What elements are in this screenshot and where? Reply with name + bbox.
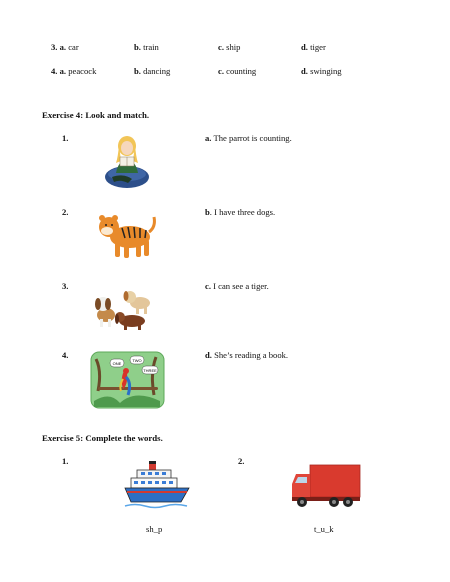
ex4-sentence-c xyxy=(205,281,269,291)
option-text: peacock xyxy=(68,66,97,76)
option-letter: b. xyxy=(134,66,141,76)
option-b xyxy=(134,66,170,76)
ex4-sentence-a xyxy=(205,133,292,143)
exercise-5-title: Exercise 5: Complete the words. xyxy=(42,433,163,443)
option-letter: d. xyxy=(301,42,308,52)
ex5-item-number: 1. xyxy=(62,456,69,466)
option-c xyxy=(218,42,240,52)
sentence-text: I can see a tiger. xyxy=(213,281,269,291)
option-text: ship xyxy=(226,42,241,52)
ex4-item-number: 2. xyxy=(62,207,69,217)
sentence-letter: c. xyxy=(205,281,211,291)
sentence-letter: a. xyxy=(205,133,212,143)
sentence-letter: b xyxy=(205,207,210,217)
ship-image xyxy=(123,458,191,510)
sentence-text: . I have three dogs. xyxy=(209,207,276,217)
tiger-image xyxy=(94,207,156,263)
ex4-item-number: 1. xyxy=(62,133,69,143)
parrot-counting-image xyxy=(90,351,165,409)
sentence-text: She’s reading a book. xyxy=(214,350,289,360)
bubble-three: THREE xyxy=(143,368,157,373)
option-text: car xyxy=(68,42,79,52)
option-letter: c. xyxy=(218,66,224,76)
option-c xyxy=(218,66,256,76)
ex4-item-number: 4. xyxy=(62,350,69,360)
option-letter: a. xyxy=(59,42,67,52)
question-number: 3. xyxy=(51,42,58,52)
option-letter: b. xyxy=(134,42,141,52)
option-text: swinging xyxy=(310,66,342,76)
option-b xyxy=(134,42,159,52)
truck-image xyxy=(290,462,362,510)
option-letter: a. xyxy=(59,66,67,76)
option-text: tiger xyxy=(310,42,326,52)
ex4-sentence-b xyxy=(205,207,275,217)
option-text: dancing xyxy=(143,66,171,76)
sentence-letter: d. xyxy=(205,350,212,360)
option-letter: d. xyxy=(301,66,308,76)
word-blank-truck: t_u_k xyxy=(314,524,334,534)
ex4-sentence-d xyxy=(205,350,288,360)
bubble-two: TWO xyxy=(132,358,142,363)
option-text: train xyxy=(143,42,159,52)
bubble-one: ONE xyxy=(112,361,122,366)
ex5-item-number: 2. xyxy=(238,456,245,466)
option-d xyxy=(301,66,342,76)
three-dogs-image xyxy=(92,287,160,333)
girl-reading-book-image xyxy=(102,127,152,189)
exercise-4-title: Exercise 4: Look and match. xyxy=(42,110,150,120)
question-4 xyxy=(51,66,96,76)
option-letter: c. xyxy=(218,42,224,52)
ex4-item-number: 3. xyxy=(62,281,69,291)
word-blank-ship: sh_p xyxy=(146,524,163,534)
sentence-text: The parrot is counting. xyxy=(213,133,292,143)
question-3 xyxy=(51,42,79,52)
option-text: counting xyxy=(226,66,257,76)
question-number: 4. xyxy=(51,66,58,76)
option-d xyxy=(301,42,326,52)
